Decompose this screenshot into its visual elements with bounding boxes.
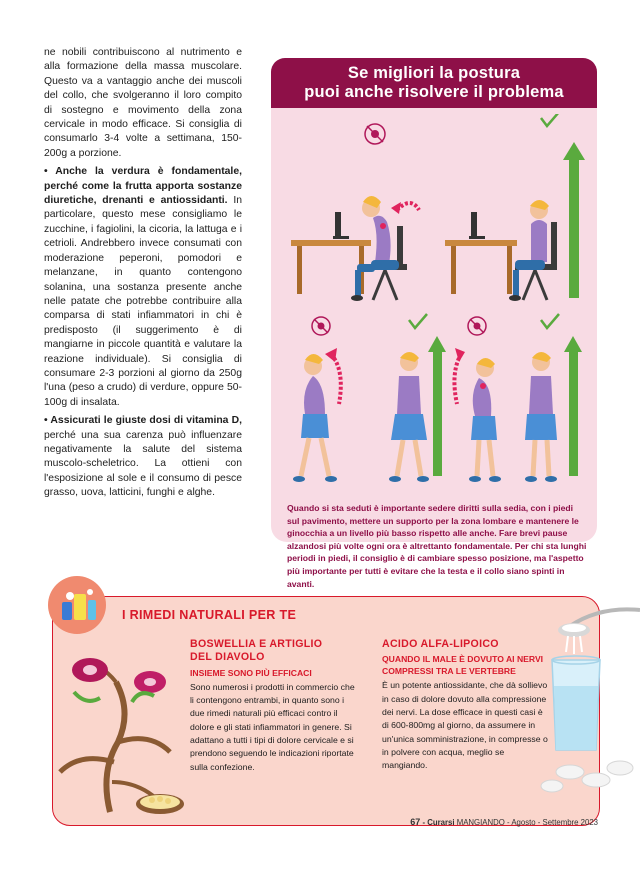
footer-magazine-subtitle: MANGIANDO [456,818,505,827]
acido-heading: ACIDO ALFA-LIPOICO [382,638,499,650]
sitting-correct-figure [445,114,585,301]
vitamin-d-text: perché una sua carenza può influenzare negativamente la salute del sistema muscolo-scheletrico. La ottieni con l'esposizione al sole e il consumo di pesce grasso, uova, latticini, funghi e alghe. [44,429,242,499]
posture-box [271,58,597,589]
standing-wrong-figure-1 [293,317,341,482]
page-number: 67 [410,817,421,827]
standing-wrong-figure-2 [454,317,501,482]
paragraph-proteins: ne nobili contribuiscono al nutrimento e alla formazione della massa muscolare. Questo va a vantaggio anche dei muscoli del collo, che svolgeranno il loro compito di sostegno e movimento della zona cervicale in modo efficace. Si consiglia di consumarlo 3-4 volte a settimana, 150-200g a porzione. [44,47,242,159]
boswellia-heading-line1: BOSWELLIA E ARTIGLIO [190,638,323,650]
paragraph-vegetables [44,165,242,410]
boswellia-heading-line2: DEL DIAVOLO [190,651,265,664]
glass-tablets-illustration [540,596,640,806]
boswellia-subheading: INSIEME SONO PIÙ EFFICACI [190,667,312,678]
remedies-title: I RIMEDI NATURALI PER TE [122,608,297,622]
vegetables-lead: • Anche la verdura è fondamentale, perché come la frutta apporta sostanze diuretiche, drenanti e antiossidanti. [44,166,242,207]
posture-caption: Quando si sta seduti è importante sedere diritti sulla sedia, con i piedi sul pavimento, mettere un supporto per la zona lombare e mantenere le ginocchia a un livello più basso rispetto alle anche. Fare brevi pause alzandosi più volte ogni ora è altrettanto fondamentale. Per chi sta lunghi periodi in piedi, il consiglio è di cambiare spesso posizione, ma l'aspetto più importante per tutti è evitare che la testa e il collo siano spinti in avanti. [287,503,587,589]
posture-title [271,58,597,108]
standing-correct-figure-1 [389,314,446,482]
boswellia-column [190,638,358,774]
page-footer [410,817,598,827]
vegetables-text: In particolare, questo mese consigliamo le zucchine, i fagiolini, la cicoria, la lattuga e i cetrioli. Andrebbero invece consumati con moderazione peperoni, pomodori e melanzane, in quanto contengono solanina, una sostanza presente anche nelle patate che potrebbe contribuire alla comparsa di stati infiammatori in chi è predisposto (il suggerimento è di mangiarne in piccole quantità e valutare la reazione individuale). Si consiglia di consumare 2-3 porzioni al giorno da 250g l'una (peso a crudo) di verdure, oppure 50-100g di insalata. [44,195,242,408]
devils-claw-illustration [40,632,190,824]
acido-column [382,638,550,772]
footer-magazine: - Curarsi [422,818,455,827]
sitting-wrong-figure [291,124,419,301]
vitamin-d-lead: • Assicurati le giuste dosi di vitamina D, [44,415,242,427]
remedies-badge-icon [48,576,106,634]
standing-correct-figure-2 [525,314,582,482]
article-left-column [44,46,242,505]
paragraph-vitamin-d [44,414,242,500]
posture-title-line2: puoi anche risolvere il problema [304,83,564,101]
acido-subheading: QUANDO IL MALE È DOVUTO AI NERVI COMPRESSI TRA LE VERTEBRE [382,654,544,677]
acido-body: È un potente antiossidante, che dà sollievo in caso di dolore dovuto alla compressione dei nervi. La dose efficace in questi casi è di 600-800mg al giorno, da assumere in un'unica somministrazione, in compresse o in polvere con acqua, meglio se mangiando. [382,680,548,771]
footer-date: - Agosto - Settembre 2023 [506,818,598,827]
posture-title-line1: Se migliori la postura [347,64,521,82]
posture-illustration [279,114,589,489]
boswellia-body: Sono numerosi i prodotti in commercio che li contengono entrambi, in quanto sono i due rimedi naturali più efficaci contro il dolore e gli stati infiammatori in genere. Si adattano a tutti i tipi di dolore cervicale e si prendono seguendo le indicazioni riportate sulla confezione. [190,681,355,772]
